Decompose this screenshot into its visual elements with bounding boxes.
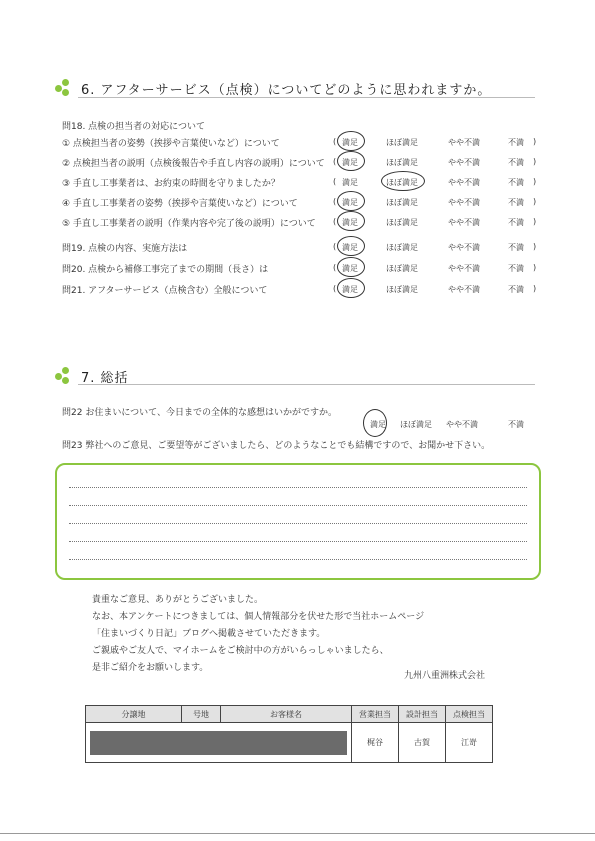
comment-line (69, 541, 527, 542)
header-inspection: 点検担当 (446, 706, 493, 723)
header-lot: 号地 (182, 706, 221, 723)
comment-line (69, 505, 527, 506)
rating-option[interactable]: ほぼ満足 (386, 285, 418, 294)
selection-circle (337, 211, 365, 231)
closing-line: なお、本アンケートにつきましては、個人情報部分を伏せた形で当社ホームページ (92, 612, 425, 622)
design-signature: 古賀 (399, 723, 446, 763)
inspection-signature: 江嵜 (446, 723, 493, 763)
selection-circle (337, 151, 365, 171)
rating-option[interactable]: やや不満 (448, 198, 480, 207)
selection-circle (381, 171, 425, 191)
selection-circle (337, 278, 365, 298)
rating-option[interactable]: ほぼ満足 (386, 218, 418, 227)
paren-open: ( (333, 263, 337, 272)
paren-close: ) (533, 284, 537, 293)
header-sales: 営業担当 (352, 706, 399, 723)
q22-option-satisfied[interactable]: 満足 (370, 420, 386, 429)
rating-option[interactable]: 不満 (508, 264, 524, 273)
rating-option[interactable]: ほぼ満足 (386, 198, 418, 207)
rating-option[interactable]: 不満 (508, 198, 524, 207)
rating-option[interactable]: 不満 (508, 178, 524, 187)
rating-option[interactable]: ほぼ満足 (386, 158, 418, 167)
paren-close: ) (533, 242, 537, 251)
rating-question: ② 点検担当者の説明（点検後報告や手直し内容の説明）について (62, 159, 325, 169)
leaf-dots-icon (55, 79, 75, 97)
rating-question: ④ 手直し工事業者の姿勢（挨拶や言葉使いなど）について (62, 199, 298, 209)
rating-option[interactable]: 不満 (508, 285, 524, 294)
q18-label: 問18. 点検の担当者の対応について (62, 122, 205, 132)
paren-close: ) (533, 263, 537, 272)
selection-circle (337, 131, 365, 151)
q22-label: 問22 お住まいについて、今日までの全体的な感想はいかがですか。 (62, 408, 337, 418)
rating-option[interactable]: やや不満 (448, 243, 480, 252)
paren-close: ) (533, 217, 537, 226)
comment-line (69, 523, 527, 524)
rating-option[interactable]: 不満 (508, 243, 524, 252)
rating-option[interactable]: 満足 (342, 178, 358, 187)
rating-option[interactable]: やや不満 (448, 158, 480, 167)
section6-divider (78, 97, 535, 98)
rating-option[interactable]: 満足 (342, 138, 358, 147)
company-name: 九州八重洲株式会社 (404, 671, 486, 681)
header-design: 設計担当 (399, 706, 446, 723)
q22-selection-circle (363, 409, 387, 437)
rating-option[interactable]: 満足 (342, 218, 358, 227)
redaction-block (90, 731, 347, 755)
rating-option[interactable]: やや不満 (448, 138, 480, 147)
closing-message (92, 592, 424, 677)
section6-title: 6. アフターサービス（点検）についてどのように思われますか。 (81, 82, 492, 98)
selection-circle (337, 191, 365, 211)
q22-option-somewhat-dissatisfied[interactable]: やや不満 (446, 420, 478, 429)
rating-option[interactable]: 不満 (508, 158, 524, 167)
rating-option[interactable]: やや不満 (448, 264, 480, 273)
header-subdivision: 分譲地 (86, 706, 182, 723)
rating-option[interactable]: 満足 (342, 285, 358, 294)
q23-label: 問23 弊社へのご意見、ご要望等がございましたら、どのようなことでも結構ですので、お聞かせ下さい。 (62, 441, 491, 451)
customer-info-cell (86, 723, 352, 763)
paren-close: ) (533, 137, 537, 146)
paren-open: ( (333, 284, 337, 293)
paren-close: ) (533, 157, 537, 166)
rating-option[interactable]: 不満 (508, 138, 524, 147)
page-bottom-rule (0, 833, 595, 834)
rating-option[interactable]: ほぼ満足 (386, 138, 418, 147)
closing-line: 「住まいづくり日記」ブログへ掲載させていただきます。 (92, 629, 326, 639)
rating-option[interactable]: ほぼ満足 (386, 243, 418, 252)
header-customer: お客様名 (221, 706, 352, 723)
signature-table (85, 705, 493, 763)
paren-open: ( (333, 217, 337, 226)
rating-question: ③ 手直し工事業者は、お約束の時間を守りましたか？ (62, 179, 280, 189)
selection-circle (337, 257, 365, 277)
rating-option[interactable]: 満足 (342, 198, 358, 207)
q22-options (360, 419, 540, 431)
q22-option-dissatisfied[interactable]: 不満 (508, 420, 524, 429)
paren-open: ( (333, 177, 337, 186)
rating-option[interactable]: やや不満 (448, 178, 480, 187)
rating-question: 問19. 点検の内容、実施方法は (62, 244, 188, 254)
rating-option[interactable]: ほぼ満足 (386, 264, 418, 273)
rating-option[interactable]: 満足 (342, 243, 358, 252)
section7-divider (78, 384, 535, 385)
comment-line (69, 559, 527, 560)
leaf-dots-icon (55, 367, 75, 385)
closing-line: 是非ご紹介をお願いします。 (92, 663, 209, 673)
rating-question: ⑤ 手直し工事業者の説明（作業内容や完了後の説明）について (62, 219, 316, 229)
q22-option-mostly-satisfied[interactable]: ほぼ満足 (400, 420, 432, 429)
closing-line: 貴重なご意見、ありがとうございました。 (92, 595, 264, 605)
rating-option[interactable]: やや不満 (448, 285, 480, 294)
rating-question: ① 点検担当者の姿勢（挨拶や言葉使いなど）について (62, 139, 280, 149)
rating-option[interactable]: 不満 (508, 218, 524, 227)
comment-line (69, 487, 527, 488)
paren-open: ( (333, 197, 337, 206)
rating-option[interactable]: 満足 (342, 158, 358, 167)
rating-option[interactable]: 満足 (342, 264, 358, 273)
paren-open: ( (333, 242, 337, 251)
comment-box[interactable] (55, 463, 541, 580)
rating-option[interactable]: やや不満 (448, 218, 480, 227)
rating-option[interactable]: ほぼ満足 (386, 178, 418, 187)
section7-title: 7. 総括 (81, 370, 129, 386)
rating-question: 問20. 点検から補修工事完了までの期間（長さ）は (62, 265, 269, 275)
paren-open: ( (333, 157, 337, 166)
sales-signature: 梶谷 (352, 723, 399, 763)
closing-line: ご親戚やご友人で、マイホームをご検討中の方がいらっしゃいましたら、 (92, 646, 389, 656)
paren-close: ) (533, 177, 537, 186)
paren-open: ( (333, 137, 337, 146)
paren-close: ) (533, 197, 537, 206)
section6-header (55, 77, 491, 99)
rating-question: 問21. アフターサービス（点検含む）全般について (62, 286, 268, 296)
selection-circle (337, 236, 365, 256)
